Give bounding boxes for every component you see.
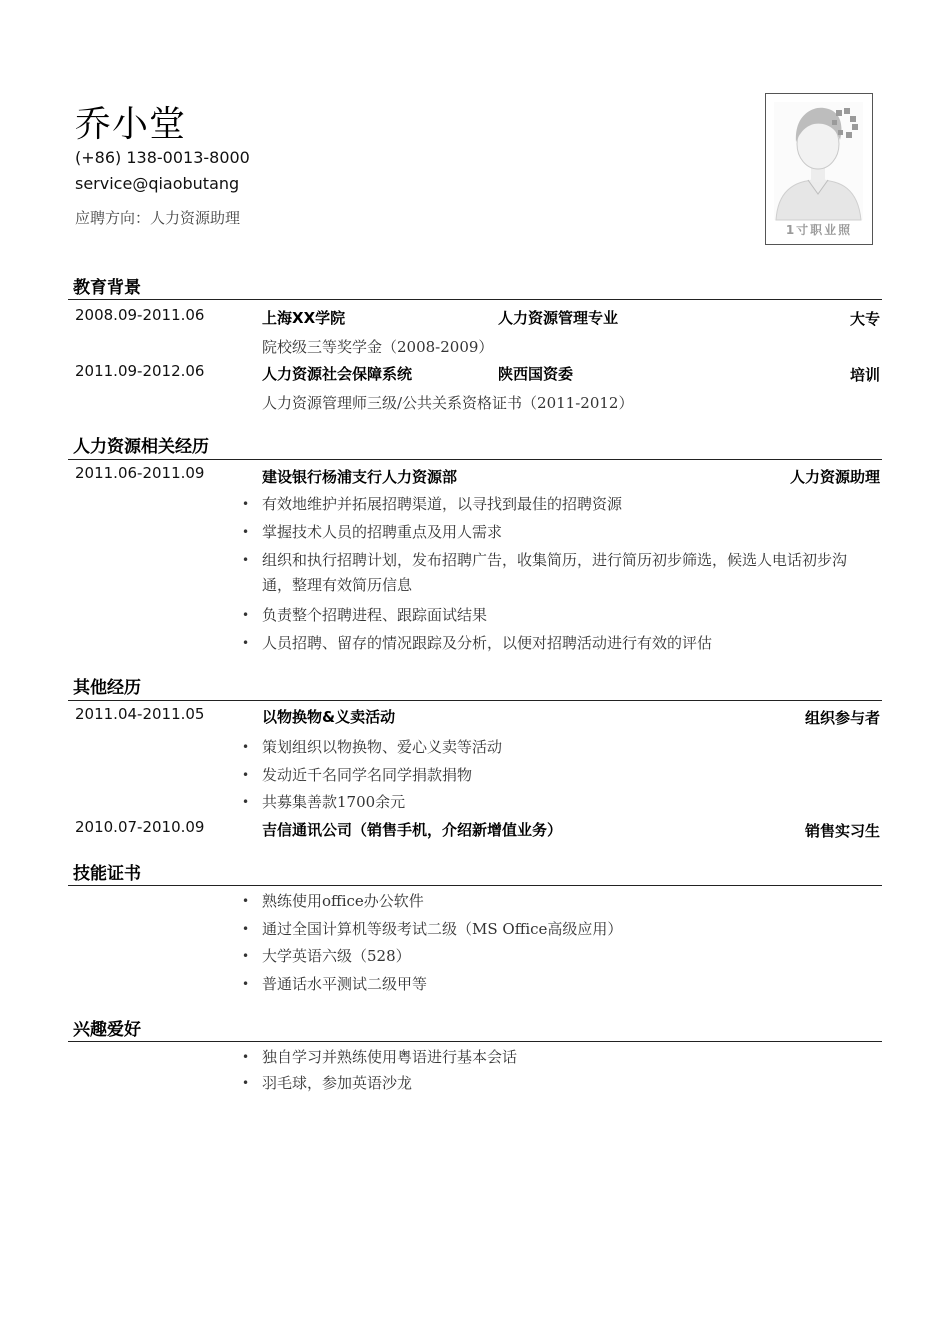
- education-school: 人力资源社会保障系统: [262, 365, 413, 383]
- bullet-icon: •: [242, 497, 250, 511]
- education-school: 上海XX学院: [262, 309, 346, 327]
- candidate-name: 乔小堂: [75, 104, 187, 145]
- experience-date: 2010.07-2010.09: [75, 818, 205, 836]
- list-item: • 熟练使用office办公软件: [242, 889, 852, 914]
- education-major: 人力资源管理专业: [498, 309, 619, 327]
- bullet-icon: •: [242, 894, 250, 908]
- bullet-icon: •: [242, 553, 250, 567]
- section-title-other-experience: 其他经历: [73, 678, 141, 698]
- section-divider: [68, 299, 882, 300]
- experience-date: 2011.04-2011.05: [75, 705, 205, 723]
- education-level: 大专: [849, 310, 880, 328]
- profile-photo: [765, 93, 873, 245]
- list-item: • 负责整个招聘进程、跟踪面试结果: [242, 603, 852, 628]
- list-item: • 掌握技术人员的招聘重点及用人需求: [242, 520, 852, 545]
- bullet-icon: •: [242, 795, 250, 809]
- bullet-icon: •: [242, 608, 250, 622]
- education-certificate: 人力资源管理师三级/公共关系资格证书（2011-2012）: [262, 394, 634, 412]
- list-item: • 发动近千名同学名同学捐款捐物: [242, 763, 852, 788]
- list-item: • 羽毛球，参加英语沙龙: [242, 1071, 852, 1096]
- section-divider: [68, 459, 882, 460]
- section-title-hr-experience: 人力资源相关经历: [73, 437, 209, 457]
- bullet-icon: •: [242, 525, 250, 539]
- bullet-icon: •: [242, 949, 250, 963]
- education-award: 院校级三等奖学金（2008-2009）: [262, 338, 494, 356]
- list-item: • 通过全国计算机等级考试二级（MS Office高级应用）: [242, 917, 852, 942]
- section-title-hobbies: 兴趣爱好: [73, 1020, 141, 1040]
- bullet-icon: •: [242, 1050, 250, 1064]
- bullet-icon: •: [242, 922, 250, 936]
- bullet-icon: •: [242, 636, 250, 650]
- section-divider: [68, 1041, 882, 1042]
- bullet-icon: •: [242, 1076, 250, 1090]
- list-item: • 人员招聘、留存的情况跟踪及分析，以便对招聘活动进行有效的评估: [242, 631, 852, 656]
- list-item: • 共募集善款1700余元: [242, 790, 852, 815]
- experience-role: 组织参与者: [804, 709, 880, 727]
- list-item: • 大学英语六级（528）: [242, 944, 852, 969]
- education-date: 2011.09-2012.06: [75, 362, 205, 380]
- list-item: • 独自学习并熟练使用粤语进行基本会话: [242, 1045, 852, 1070]
- education-major: 陕西国资委: [498, 365, 574, 383]
- section-divider: [68, 885, 882, 886]
- bullet-icon: •: [242, 977, 250, 991]
- list-item: • 组织和执行招聘计划，发布招聘广告，收集简历，进行简历初步筛选，候选人电话初步沟通，整理有效简历信息: [242, 548, 852, 598]
- job-intent: 应聘方向：人力资源助理: [75, 209, 241, 227]
- experience-date: 2011.06-2011.09: [75, 464, 205, 482]
- section-title-education: 教育背景: [73, 278, 141, 298]
- photo-label: 1寸职业照: [785, 223, 853, 237]
- list-item: • 有效地维护并拓展招聘渠道，以寻找到最佳的招聘资源: [242, 492, 852, 517]
- list-item: • 策划组织以物换物、爱心义卖等活动: [242, 735, 852, 760]
- education-level: 培训: [849, 366, 880, 384]
- section-title-skills: 技能证书: [73, 864, 141, 884]
- education-date: 2008.09-2011.06: [75, 306, 205, 324]
- bullet-icon: •: [242, 768, 250, 782]
- bullet-icon: •: [242, 740, 250, 754]
- experience-org: 建设银行杨浦支行人力资源部: [262, 468, 458, 486]
- section-divider: [68, 700, 882, 701]
- experience-org: 吉信通讯公司（销售手机，介绍新增值业务）: [262, 821, 563, 839]
- experience-role: 人力资源助理: [789, 468, 880, 486]
- phone-number: (+86) 138-0013-8000: [75, 148, 250, 167]
- experience-role: 销售实习生: [804, 822, 880, 840]
- email-address: service@qiaobutang: [75, 174, 240, 193]
- experience-org: 以物换物&义卖活动: [262, 708, 396, 726]
- list-item: • 普通话水平测试二级甲等: [242, 972, 852, 997]
